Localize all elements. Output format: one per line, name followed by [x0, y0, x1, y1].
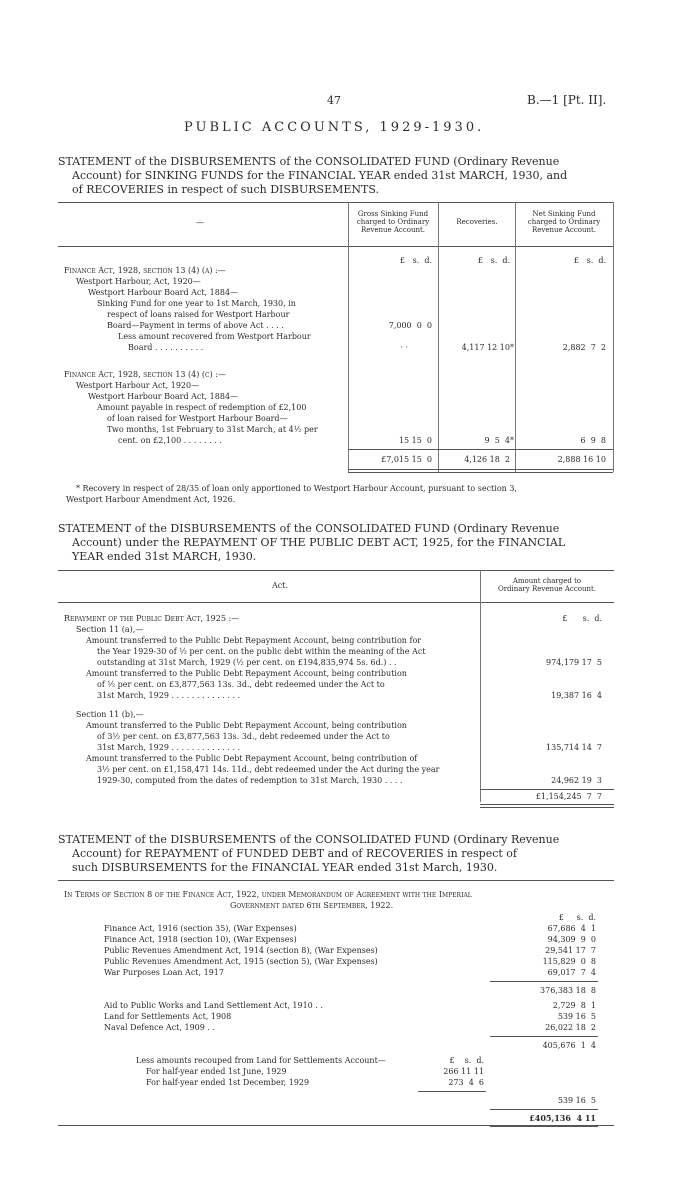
total-gross: £7,015 15 0 — [381, 455, 432, 464]
units-net: £ s. d. — [573, 256, 606, 265]
less-units: £ s. d. — [449, 1056, 484, 1065]
list-item-amount: 29,541 17 7 — [545, 946, 596, 955]
statement-heading-line: Account) for SINKING FUNDS for the FINANCIAL YEAR ended 31st MARCH, 1930, and — [72, 169, 568, 182]
list-item-label: Finance Act, 1918 (section 10), (War Expenses) — [104, 935, 297, 944]
list-item-label: Public Revenues Amendment Act, 1915 (section 5), (War Expenses) — [104, 957, 378, 966]
list-item-label: War Purposes Loan Act, 1917 — [104, 968, 224, 977]
list-item-amount: 26,022 18 2 — [545, 1023, 596, 1032]
list-item-amount: 266 11 11 — [443, 1067, 484, 1076]
net-amount: 6 9 8 — [580, 436, 606, 445]
total-amount-charged: £1,154,245 7 7 — [535, 792, 602, 801]
less-recouped-label: Less amounts recouped from Land for Settlements Account— — [136, 1056, 386, 1065]
statement-heading-line: of RECOVERIES in respect of such DISBURSEMENTS. — [72, 183, 380, 196]
total-net: 2,888 16 10 — [557, 455, 606, 464]
statement-heading-line: such DISBURSEMENTS for the FINANCIAL YEAR ended 31st March, 1930. — [72, 861, 498, 874]
gross-amount: 15 15 0 — [398, 436, 432, 445]
page-number: 47 — [327, 94, 341, 107]
units: £ s. d. — [558, 913, 596, 922]
amount-charged: 19,387 16 4 — [551, 691, 602, 700]
footnote-line: Westport Harbour Amendment Act, 1926. — [66, 495, 236, 504]
column-header-amount: Amount charged to Ordinary Revenue Account. — [497, 577, 597, 593]
column-header-net: Net Sinking Fund charged to Ordinary Revenue Account. — [527, 210, 601, 234]
amount-charged: 135,714 14 7 — [546, 743, 602, 752]
column-header-act: Act. — [272, 581, 289, 590]
list-item-amount: 2,729 8 1 — [552, 1001, 596, 1010]
list-item-label: Naval Defence Act, 1909 . . — [104, 1023, 216, 1032]
footnote-line: * Recovery in respect of 28/35 of loan only apportioned to Westport Harbour Account, pursuant to section 3, — [76, 484, 517, 493]
column-header-description: — — [196, 218, 204, 227]
list-item-amount: 69,017 7 4 — [547, 968, 596, 977]
gross-amount-empty: · · — [400, 343, 408, 352]
list-item-amount: 94,309 9 0 — [547, 935, 596, 944]
statement-heading-line: STATEMENT of the DISBURSEMENTS of the CONSOLIDATED FUND (Ordinary Revenue — [58, 522, 560, 535]
units-recoveries: £ s. d. — [477, 256, 510, 265]
terms-heading: In Terms of Section 8 of the Finance Act, 1922, under Memorandum of Agreement with the Imperial — [64, 890, 472, 899]
list-item-label: For half-year ended 1st December, 1929 — [146, 1078, 310, 1087]
statement-heading-line: STATEMENT of the DISBURSEMENTS of the CONSOLIDATED FUND (Ordinary Revenue — [58, 155, 560, 168]
amount-charged: 974,179 17 5 — [546, 658, 602, 667]
gross-amount: 7,000 0 0 — [388, 321, 432, 330]
list-item-label: Finance Act, 1916 (section 35), (War Expenses) — [104, 924, 297, 933]
total-recoveries: 4,126 18 2 — [464, 455, 510, 464]
statement-heading-line: Account) for REPAYMENT of FUNDED DEBT and of RECOVERIES in respect of — [72, 847, 518, 860]
column-header-recoveries: Recoveries. — [456, 218, 498, 226]
page-title: PUBLIC ACCOUNTS, 1929-1930. — [184, 120, 485, 135]
column-header-gross: Gross Sinking Fund charged to Ordinary Revenue Account. — [356, 210, 430, 234]
amount-charged: 24,962 19 3 — [551, 776, 602, 785]
list-item-label: Land for Settlements Act, 1908 — [104, 1012, 232, 1021]
less-total: 539 16 5 — [557, 1096, 596, 1105]
list-item-amount: 115,829 0 8 — [542, 957, 596, 966]
net-amount: 2,882 7 2 — [562, 343, 606, 352]
list-item-amount: 67,686 4 1 — [547, 924, 596, 933]
document-reference: B.—1 [Pt. II]. — [527, 93, 607, 107]
list-item-amount: 539 16 5 — [557, 1012, 596, 1021]
units-gross: £ s. d. — [399, 256, 432, 265]
statement-heading-line: Account) under the REPAYMENT OF THE PUBLIC DEBT ACT, 1925, for the FINANCIAL — [72, 536, 566, 549]
recoveries-amount: 4,117 12 10* — [461, 343, 514, 352]
grand-total: £405,136 4 11 — [529, 1113, 596, 1123]
subtotal-all: 405,676 1 4 — [542, 1041, 596, 1050]
statement-heading-line: YEAR ended 31st MARCH, 1930. — [72, 550, 257, 563]
recoveries-amount: 9 5 4* — [484, 436, 514, 445]
list-item-label: For half-year ended 1st June, 1929 — [146, 1067, 287, 1076]
terms-heading: Government dated 6th September, 1922. — [230, 901, 394, 910]
statement-heading-line: STATEMENT of the DISBURSEMENTS of the CONSOLIDATED FUND (Ordinary Revenue — [58, 833, 560, 846]
list-item-label: Public Revenues Amendment Act, 1914 (section 8), (War Expenses) — [104, 946, 378, 955]
list-item-amount: 273 4 6 — [448, 1078, 484, 1087]
units-amount: £ s. d. — [562, 614, 602, 623]
subtotal-war-expenses: 376,383 18 8 — [540, 986, 596, 995]
list-item-label: Aid to Public Works and Land Settlement Act, 1910 . . — [104, 1001, 323, 1010]
